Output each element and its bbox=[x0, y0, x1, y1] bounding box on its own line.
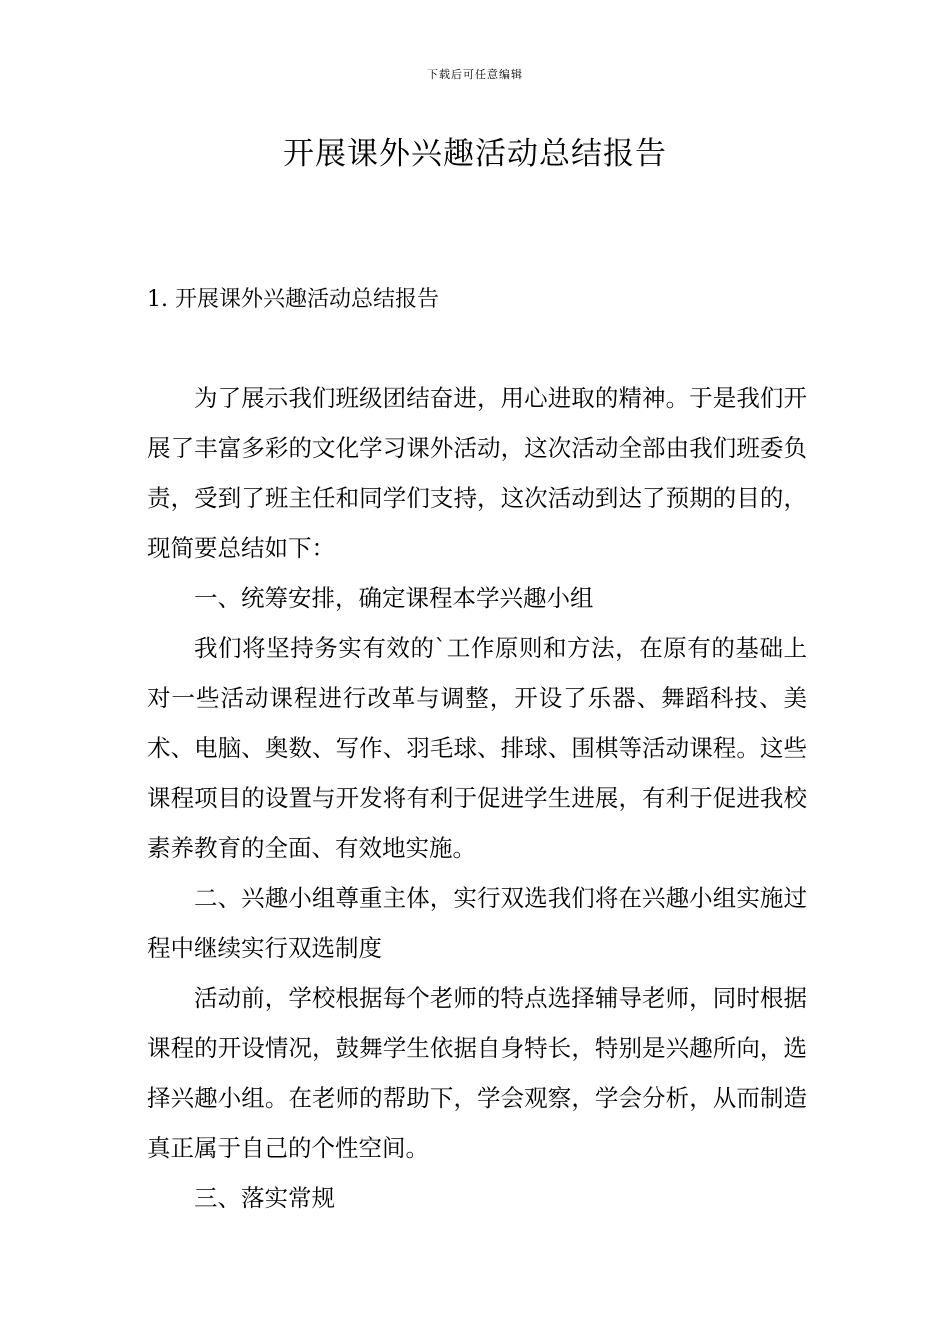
document-title: 开展课外兴趣活动总结报告 bbox=[283, 136, 667, 172]
paragraph-selection: 活动前，学校根据每个老师的特点选择辅导老师，同时根据课程的开设情况，鼓舞学生依据自身特长，特别是兴趣所向，选择兴趣小组。在老师的帮助下，学会观察，学会分析，从而制造真正属于自己的个性空间。 bbox=[147, 984, 807, 1162]
section-heading: 1. 开展课外兴趣活动总结报告 bbox=[147, 287, 439, 312]
paragraph-heading-3: 三、落实常规 bbox=[194, 1184, 335, 1212]
paragraph-courses: 我们将坚持务实有效的`工作原则和方法，在原有的基础上对一些活动课程进行改革与调整，开设了乐器、舞蹈科技、美术、电脑、奥数、写作、羽毛球、排球、围棋等活动课程。这些课程项目的设置与开发将有利于促进学生进展，有利于促进我校素养教育的全面、有效地实施。 bbox=[147, 634, 807, 862]
paragraph-heading-1: 一、统筹安排，确定课程本学兴趣小组 bbox=[194, 584, 594, 612]
paragraph-heading-2: 二、兴趣小组尊重主体，实行双选我们将在兴趣小组实施过程中继续实行双选制度 bbox=[147, 884, 807, 962]
header-note: 下载后可任意编辑 bbox=[427, 68, 523, 81]
body-text bbox=[147, 373, 807, 1223]
paragraph-intro: 为了展示我们班级团结奋进，用心进取的精神。于是我们开展了丰富多彩的文化学习课外活动，这次活动全部由我们班委负责，受到了班主任和同学们支持，这次活动到达了预期的目的，现简要总结如下： bbox=[147, 384, 807, 562]
